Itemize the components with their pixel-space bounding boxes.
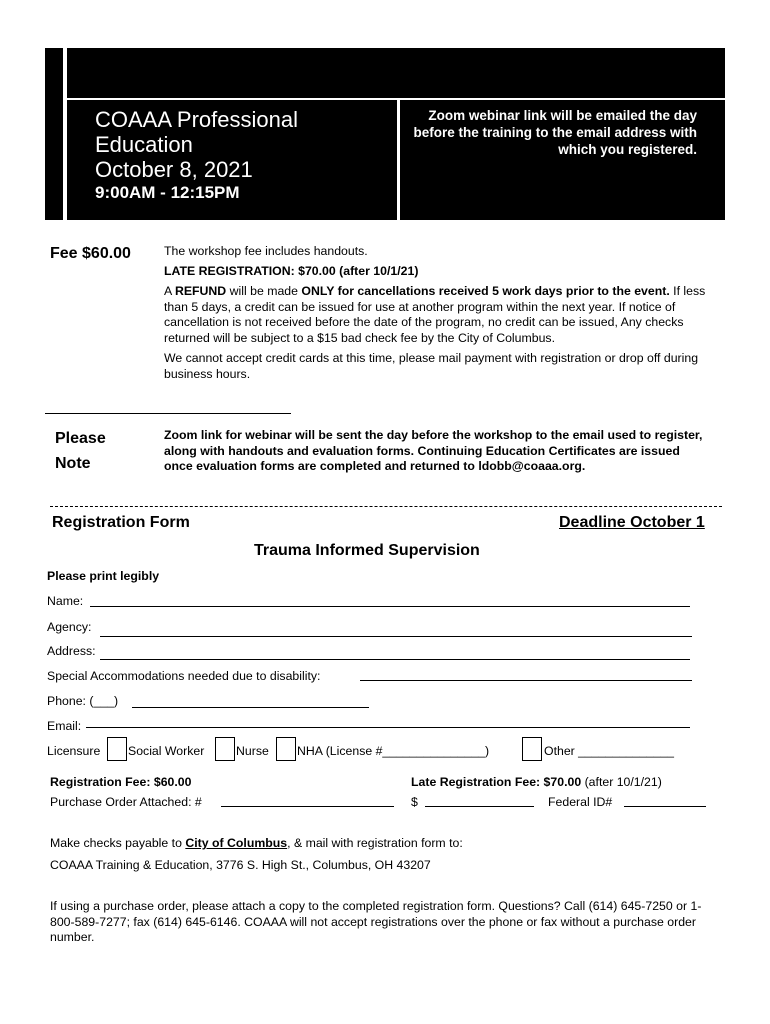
- mailing-address: COAAA Training & Education, 3776 S. High St., Columbus, OH 43207: [50, 858, 431, 872]
- fee-details: [164, 244, 709, 382]
- credit-card-note: We cannot accept credit cards at this time, please mail payment with registration or drop off during business hours.: [164, 351, 699, 381]
- nurse-checkbox[interactable]: [215, 737, 235, 761]
- po-number-field[interactable]: [221, 806, 394, 807]
- deadline: Deadline October 1: [559, 514, 705, 531]
- nurse-label: Nurse: [236, 744, 269, 758]
- registration-fee: Registration Fee: $60.00: [50, 775, 192, 789]
- registration-form-title: Registration Form: [52, 514, 190, 531]
- social-worker-label: Social Worker: [128, 744, 205, 758]
- amount-field[interactable]: [425, 806, 534, 807]
- please-note-label: Please Note: [55, 430, 106, 472]
- please-note-text: Zoom link for webinar will be sent the day before the workshop to the email used to register, along with handouts and evaluation forms. Continuing Education Certificates are issued once evaluation forms are completed and returned to ldobb@coaaa.org.: [164, 428, 703, 473]
- zoom-webinar-note: Zoom webinar link will be emailed the day before the training to the email address with which you registered.: [413, 108, 697, 157]
- accommodations-label: Special Accommodations needed due to disability:: [47, 669, 321, 683]
- fee-label: Fee $60.00: [50, 245, 131, 262]
- section-divider: [45, 413, 291, 414]
- other-label: Other ______________: [544, 744, 674, 758]
- print-legibly: Please print legibly: [47, 569, 160, 583]
- social-worker-checkbox[interactable]: [107, 737, 127, 761]
- event-time: 9:00AM - 12:15PM: [95, 183, 240, 202]
- address-label: Address:: [47, 644, 96, 658]
- agency-label: Agency:: [47, 620, 92, 634]
- late-registration-fee: Late Registration Fee: $70.00 (after 10/1/21): [411, 775, 662, 789]
- accommodations-field[interactable]: [360, 680, 692, 681]
- event-title: COAAA Professional Education October 8, 2021: [95, 107, 298, 182]
- po-attached-label: Purchase Order Attached: #: [50, 795, 202, 809]
- federal-id-label: Federal ID#: [548, 795, 613, 809]
- other-checkbox[interactable]: [522, 737, 542, 761]
- licensure-label: Licensure: [47, 744, 101, 758]
- dollar-label: $: [411, 795, 418, 809]
- phone-field[interactable]: [132, 707, 369, 708]
- nha-checkbox[interactable]: [276, 737, 296, 761]
- federal-id-field[interactable]: [624, 806, 706, 807]
- email-field[interactable]: [86, 727, 690, 728]
- phone-label: Phone: (___): [47, 694, 119, 708]
- refund-policy: A REFUND will be made ONLY for cancellations received 5 work days prior to the event. If less than 5 days, a credit can be issued for use at another program within the next year. If notice of cancellation is not received before the date of the program, no credit can be issued, Any checks returned will be subject to a $15 bad check fee by the City of Columbus.: [164, 284, 706, 345]
- header-divider: [67, 98, 725, 100]
- email-label: Email:: [47, 719, 82, 733]
- fee-includes: The workshop fee includes handouts.: [164, 244, 368, 258]
- name-label: Name:: [47, 594, 84, 608]
- late-registration: LATE REGISTRATION: $70.00 (after 10/1/21): [164, 263, 419, 278]
- address-field[interactable]: [100, 659, 690, 660]
- nha-label: NHA (License #_______________): [297, 744, 490, 758]
- header-stripe: [397, 100, 400, 220]
- header-stripe: [63, 48, 67, 220]
- payable-note: Make checks payable to City of Columbus, & mail with registration form to:: [50, 836, 463, 850]
- purchase-order-note: If using a purchase order, please attach a copy to the completed registration form. Questions? Call (614) 645-7250 or 1-800-589-7277; fax (614) 645-6146. COAAA will not accept registrations over the phone or fax without a purchase order number.: [50, 899, 702, 944]
- cut-line: [50, 506, 722, 507]
- course-title: Trauma Informed Supervision: [254, 542, 480, 559]
- name-field[interactable]: [90, 606, 690, 607]
- agency-field[interactable]: [100, 636, 692, 637]
